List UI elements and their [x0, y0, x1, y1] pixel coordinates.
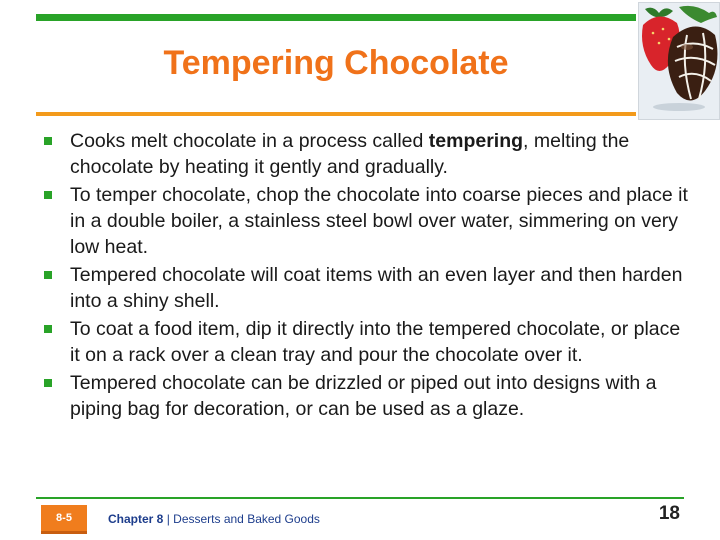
slide-title: Tempering Chocolate — [163, 44, 509, 82]
bullet-text: Cooks melt chocolate in a process called tempering, melting the chocolate by heating it gently and gradually. — [70, 130, 630, 178]
footer-rule — [36, 497, 684, 499]
bullet-list — [44, 128, 694, 424]
chocolate-strawberry-image — [638, 2, 720, 120]
bullet-text: Tempered chocolate can be drizzled or piped out into designs with a piping bag for decoration, or can be used as a glaze. — [70, 372, 657, 420]
bullet-square-icon — [44, 137, 52, 145]
bullet-square-icon — [44, 379, 52, 387]
chocolate-strawberry-icon — [639, 3, 719, 119]
footer-chapter-label: Chapter 8 | Desserts and Baked Goods — [108, 512, 320, 526]
bullet-square-icon — [44, 325, 52, 333]
section-badge: 8-5 — [41, 505, 87, 534]
page-number: 18 — [658, 503, 680, 524]
bullet-item — [44, 316, 694, 368]
bullet-item — [44, 370, 694, 422]
bullet-text: To coat a food item, dip it directly into the tempered chocolate, or place it on a rack over a clean tray and pour the chocolate over it. — [70, 318, 681, 366]
bullet-item — [44, 182, 694, 260]
title-underline — [36, 112, 636, 116]
bullet-item — [44, 128, 694, 180]
top-accent-bar — [36, 14, 636, 21]
bullet-square-icon — [44, 191, 52, 199]
bullet-text: Tempered chocolate will coat items with an even layer and then harden into a shiny shell. — [70, 264, 683, 312]
bullet-square-icon — [44, 271, 52, 279]
bullet-item — [44, 262, 694, 314]
bullet-text: To temper chocolate, chop the chocolate into coarse pieces and place it in a double boiler, a stainless steel bowl over water, simmering on very low heat. — [70, 184, 688, 258]
